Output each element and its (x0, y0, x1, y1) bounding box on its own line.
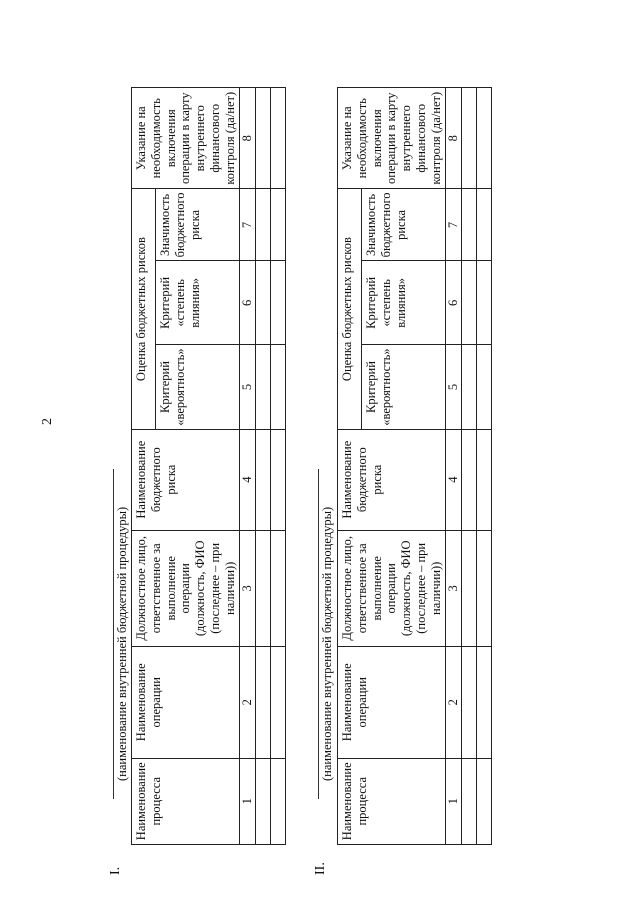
empty-cell (256, 88, 271, 189)
header-inclusion-flag: Указание на необходимость включения операции в карту внутреннего финансового контроля (да/нет) (338, 88, 446, 189)
header-risk-name: Наименование бюджетного риска (338, 429, 446, 530)
procedure-name-line (113, 469, 114, 799)
empty-cell (256, 261, 271, 345)
empty-cell (462, 261, 477, 345)
column-number: 3 (446, 530, 462, 646)
empty-cell (462, 429, 477, 530)
empty-row (477, 88, 492, 845)
column-number: 2 (240, 647, 256, 759)
empty-cell (462, 647, 477, 759)
empty-cell (462, 530, 477, 646)
section-number: II. (313, 862, 328, 875)
empty-cell (462, 345, 477, 429)
column-number: 4 (446, 429, 462, 530)
empty-cell (477, 189, 492, 261)
empty-cell (462, 88, 477, 189)
column-number: 7 (446, 189, 462, 261)
empty-cell (271, 88, 286, 189)
header-process-name: Наименование процесса (132, 758, 240, 844)
empty-cell (462, 189, 477, 261)
column-number: 1 (446, 758, 462, 844)
column-number: 5 (446, 345, 462, 429)
header-inclusion-flag: Указание на необходимость включения операции в карту внутреннего финансового контроля (да/нет) (132, 88, 240, 189)
procedure-name-caption: (наименование внутренней бюджетной процедуры) (320, 506, 334, 781)
header-impact: Критерий «степень влияния» (362, 261, 446, 345)
header-responsible-person: Должностное лицо, ответственное за выполнение операции (должность, ФИО (последнее – при наличии)) (338, 530, 446, 646)
header-probability: Критерий «вероятность» (156, 345, 240, 429)
column-number: 7 (240, 189, 256, 261)
header-risk-assessment: Оценка бюджетных рисков (132, 189, 156, 429)
empty-cell (271, 530, 286, 646)
header-risk-name: Наименование бюджетного риска (132, 429, 240, 530)
empty-cell (477, 647, 492, 759)
empty-cell (271, 647, 286, 759)
column-number: 4 (240, 429, 256, 530)
empty-cell (477, 429, 492, 530)
header-risk-assessment: Оценка бюджетных рисков (338, 189, 362, 429)
risk-table-2 (337, 87, 492, 845)
empty-cell (477, 530, 492, 646)
empty-cell (271, 261, 286, 345)
empty-cell (477, 261, 492, 345)
header-process-name: Наименование процесса (338, 758, 446, 844)
header-significance: Значимость бюджетного риска (362, 189, 446, 261)
risk-table-1 (131, 87, 286, 845)
empty-cell (462, 758, 477, 844)
column-number-row (240, 88, 256, 845)
empty-cell (477, 88, 492, 189)
column-number: 1 (240, 758, 256, 844)
empty-cell (256, 647, 271, 759)
empty-cell (256, 758, 271, 844)
column-number: 6 (446, 261, 462, 345)
empty-cell (256, 429, 271, 530)
empty-cell (256, 189, 271, 261)
column-number: 3 (240, 530, 256, 646)
empty-cell (271, 429, 286, 530)
procedure-name-caption: (наименование внутренней бюджетной процедуры) (115, 506, 129, 781)
section-number: I. (108, 866, 123, 875)
header-row (338, 88, 362, 845)
empty-cell (256, 345, 271, 429)
empty-row (256, 88, 271, 845)
header-row (132, 88, 156, 845)
empty-cell (271, 189, 286, 261)
empty-cell (477, 345, 492, 429)
header-impact: Критерий «степень влияния» (156, 261, 240, 345)
procedure-name-line (318, 469, 319, 799)
empty-cell (256, 530, 271, 646)
header-operation-name: Наименование операции (132, 647, 240, 759)
empty-row (462, 88, 477, 845)
empty-cell (271, 345, 286, 429)
empty-cell (477, 758, 492, 844)
empty-cell (271, 758, 286, 844)
empty-row (271, 88, 286, 845)
page-number: 2 (40, 418, 55, 425)
column-number-row (446, 88, 462, 845)
header-operation-name: Наименование операции (338, 647, 446, 759)
column-number: 8 (240, 88, 256, 189)
header-significance: Значимость бюджетного риска (156, 189, 240, 261)
column-number: 5 (240, 345, 256, 429)
header-probability: Критерий «вероятность» (362, 345, 446, 429)
column-number: 6 (240, 261, 256, 345)
header-responsible-person: Должностное лицо, ответственное за выполнение операции (должность, ФИО (последнее – при наличии)) (132, 530, 240, 646)
column-number: 2 (446, 647, 462, 759)
column-number: 8 (446, 88, 462, 189)
